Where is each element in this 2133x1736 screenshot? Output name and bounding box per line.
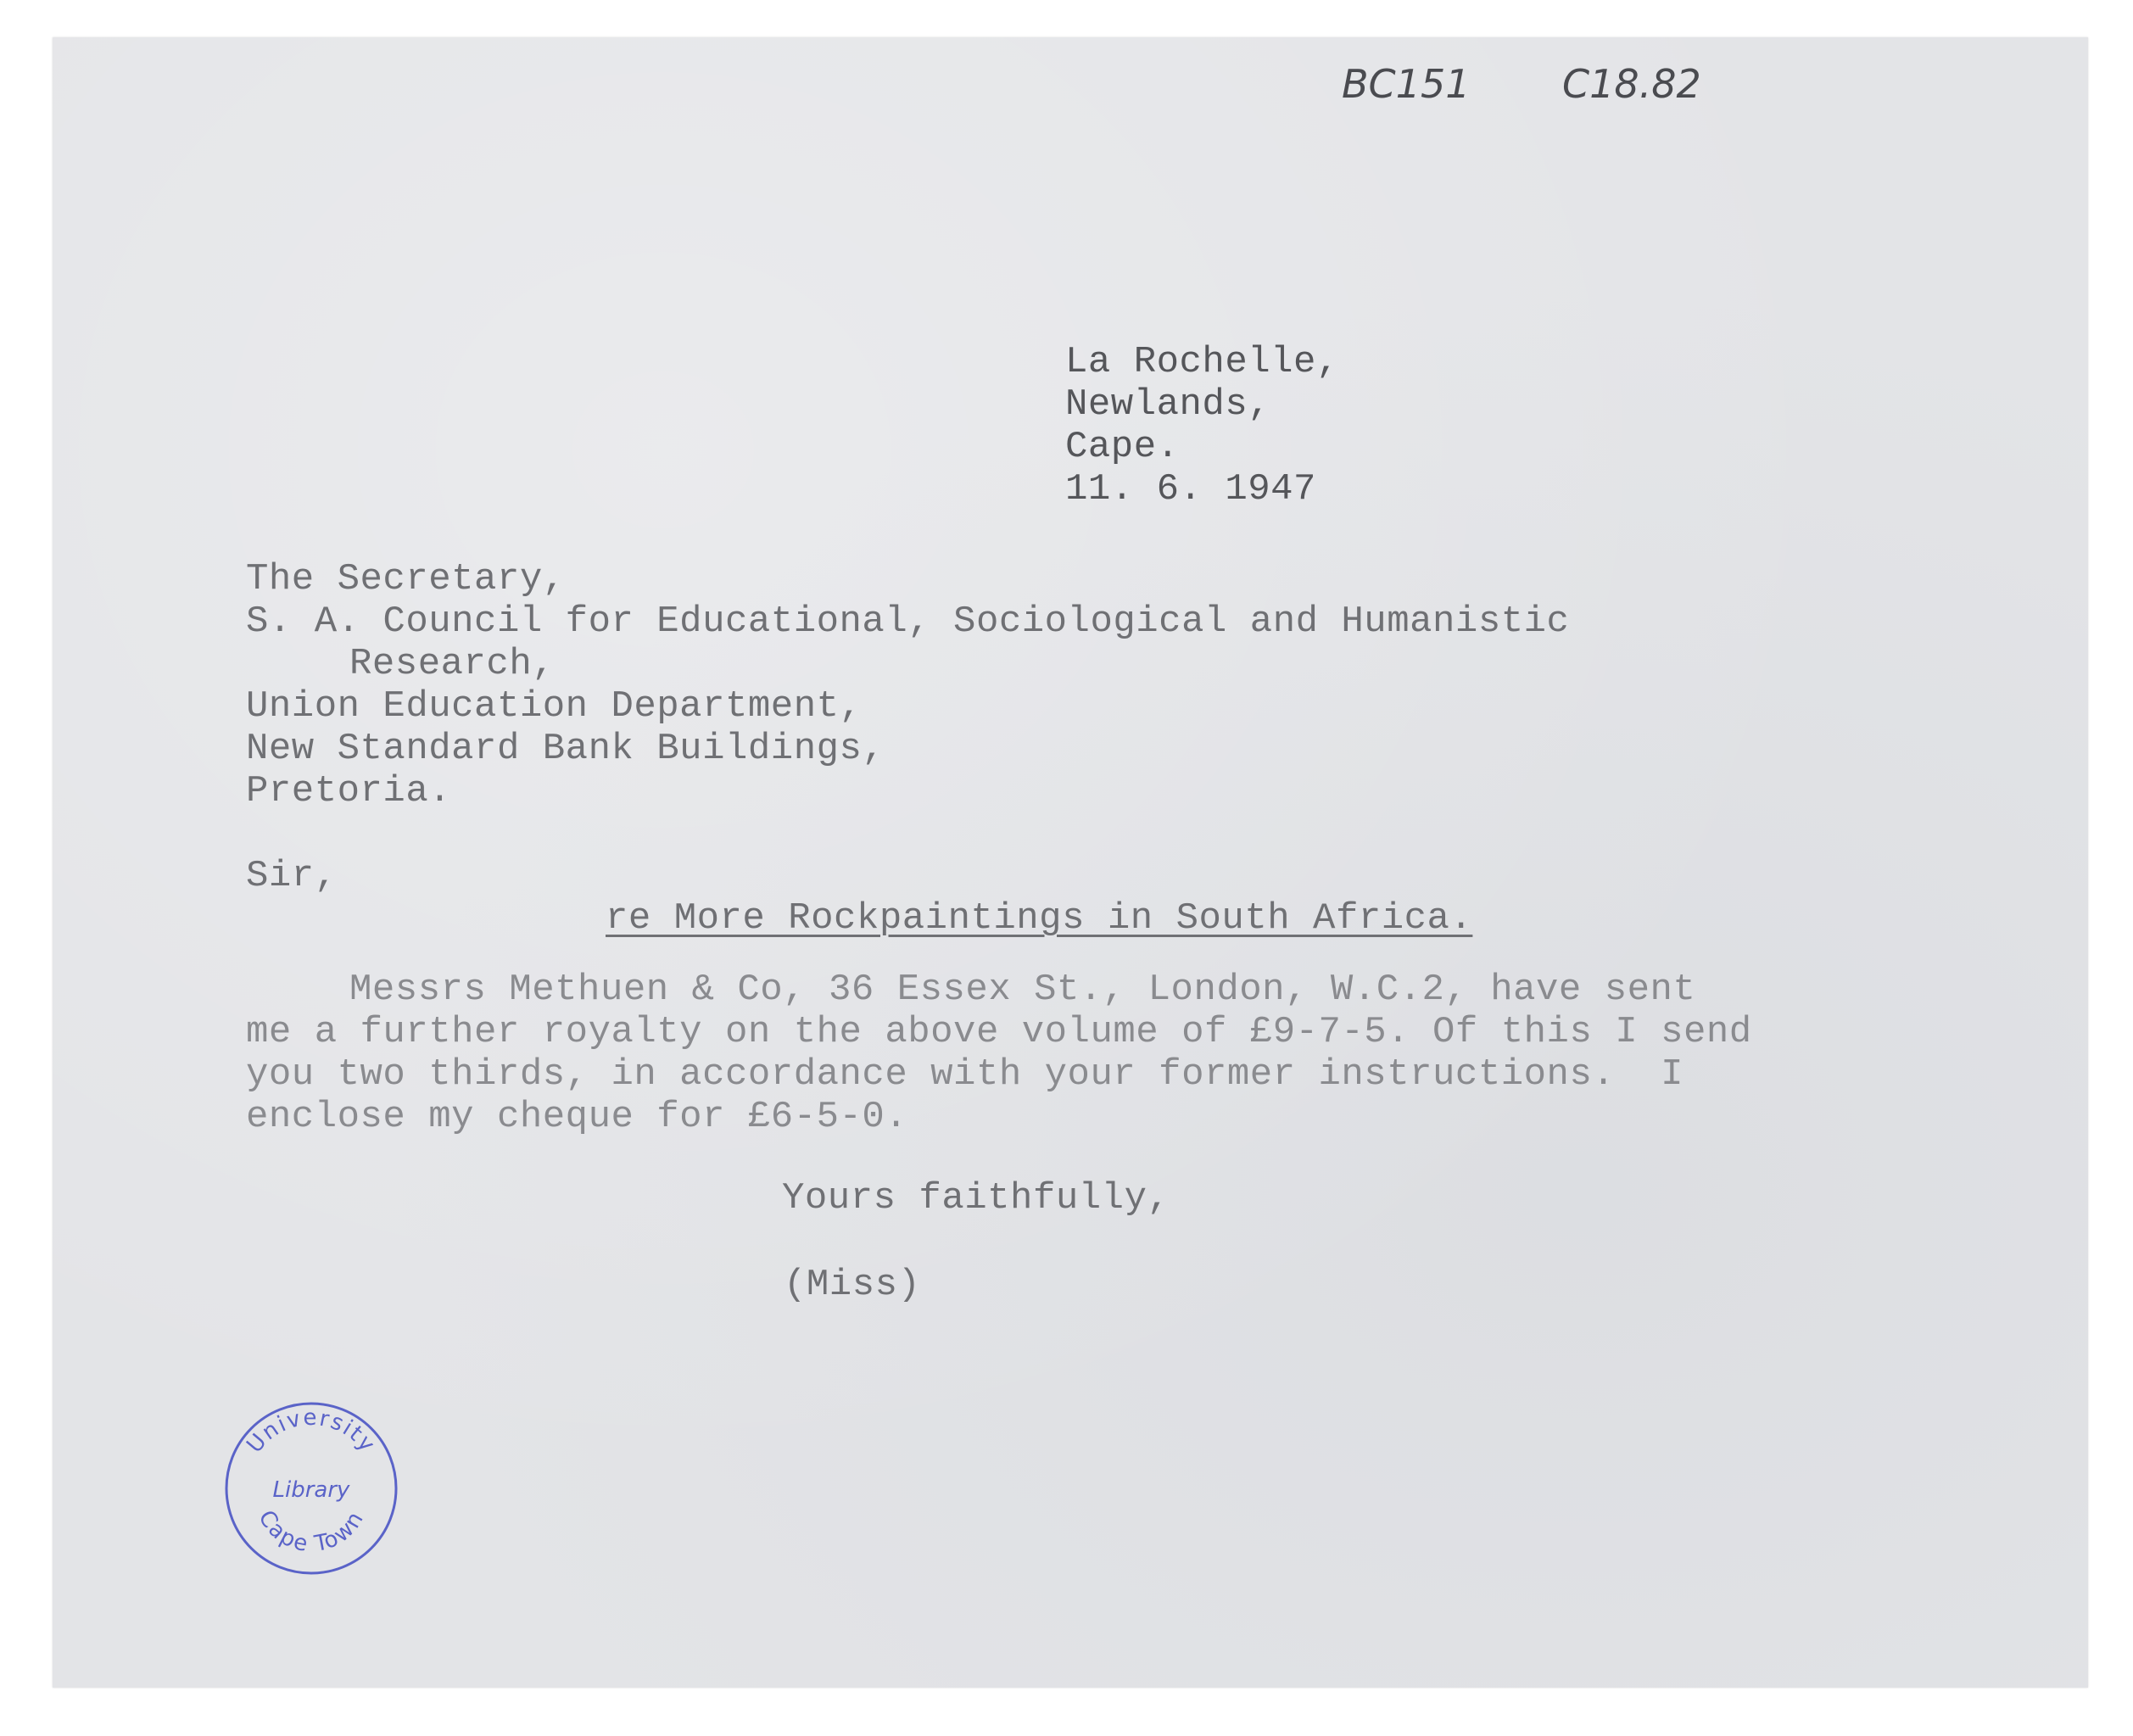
closing: Yours faithfully, <box>782 1177 1170 1220</box>
letter-date: 11. 6. 1947 <box>1065 468 1316 511</box>
body-line-3: you two thirds, in accordance with your former instructions. I <box>246 1053 1684 1096</box>
sender-address-line-2: Newlands, <box>1065 383 1271 426</box>
sender-address-line-3: Cape. <box>1065 426 1180 468</box>
archive-ref-2: C18.82 <box>1562 61 1701 107</box>
svg-text:Cape Town <box>253 1506 369 1557</box>
svg-text:University <box>242 1405 381 1458</box>
stamp-middle-text: Library <box>272 1477 350 1503</box>
university-library-stamp <box>222 1399 400 1577</box>
subject-line: re More Rockpaintings in South Africa. <box>606 897 1473 940</box>
body-line-1: Messrs Methuen & Co, 36 Essex St., London, W.C.2, have sent <box>349 968 1696 1011</box>
recipient-line-2: S. A. Council for Educational, Sociological and Humanistic <box>246 600 1570 643</box>
stamp-top-text: University <box>242 1404 381 1459</box>
archive-ref-1: BC151 <box>1342 61 1471 107</box>
recipient-line-3: Research, <box>349 643 556 685</box>
signature-note: (Miss) <box>784 1264 921 1306</box>
stamp-bottom-text: Cape Town <box>253 1505 370 1558</box>
recipient-line-5: New Standard Bank Buildings, <box>246 728 885 770</box>
recipient-line-4: Union Education Department, <box>246 685 863 728</box>
recipient-line-6: Pretoria. <box>246 770 452 812</box>
salutation: Sir, <box>246 855 338 897</box>
body-line-2: me a further royalty on the above volume of £9-7-5. Of this I send <box>246 1011 1752 1053</box>
sender-address-line-1: La Rochelle, <box>1065 341 1339 383</box>
body-line-4: enclose my cheque for £6-5-0. <box>246 1096 908 1138</box>
recipient-line-1: The Secretary, <box>246 558 566 600</box>
